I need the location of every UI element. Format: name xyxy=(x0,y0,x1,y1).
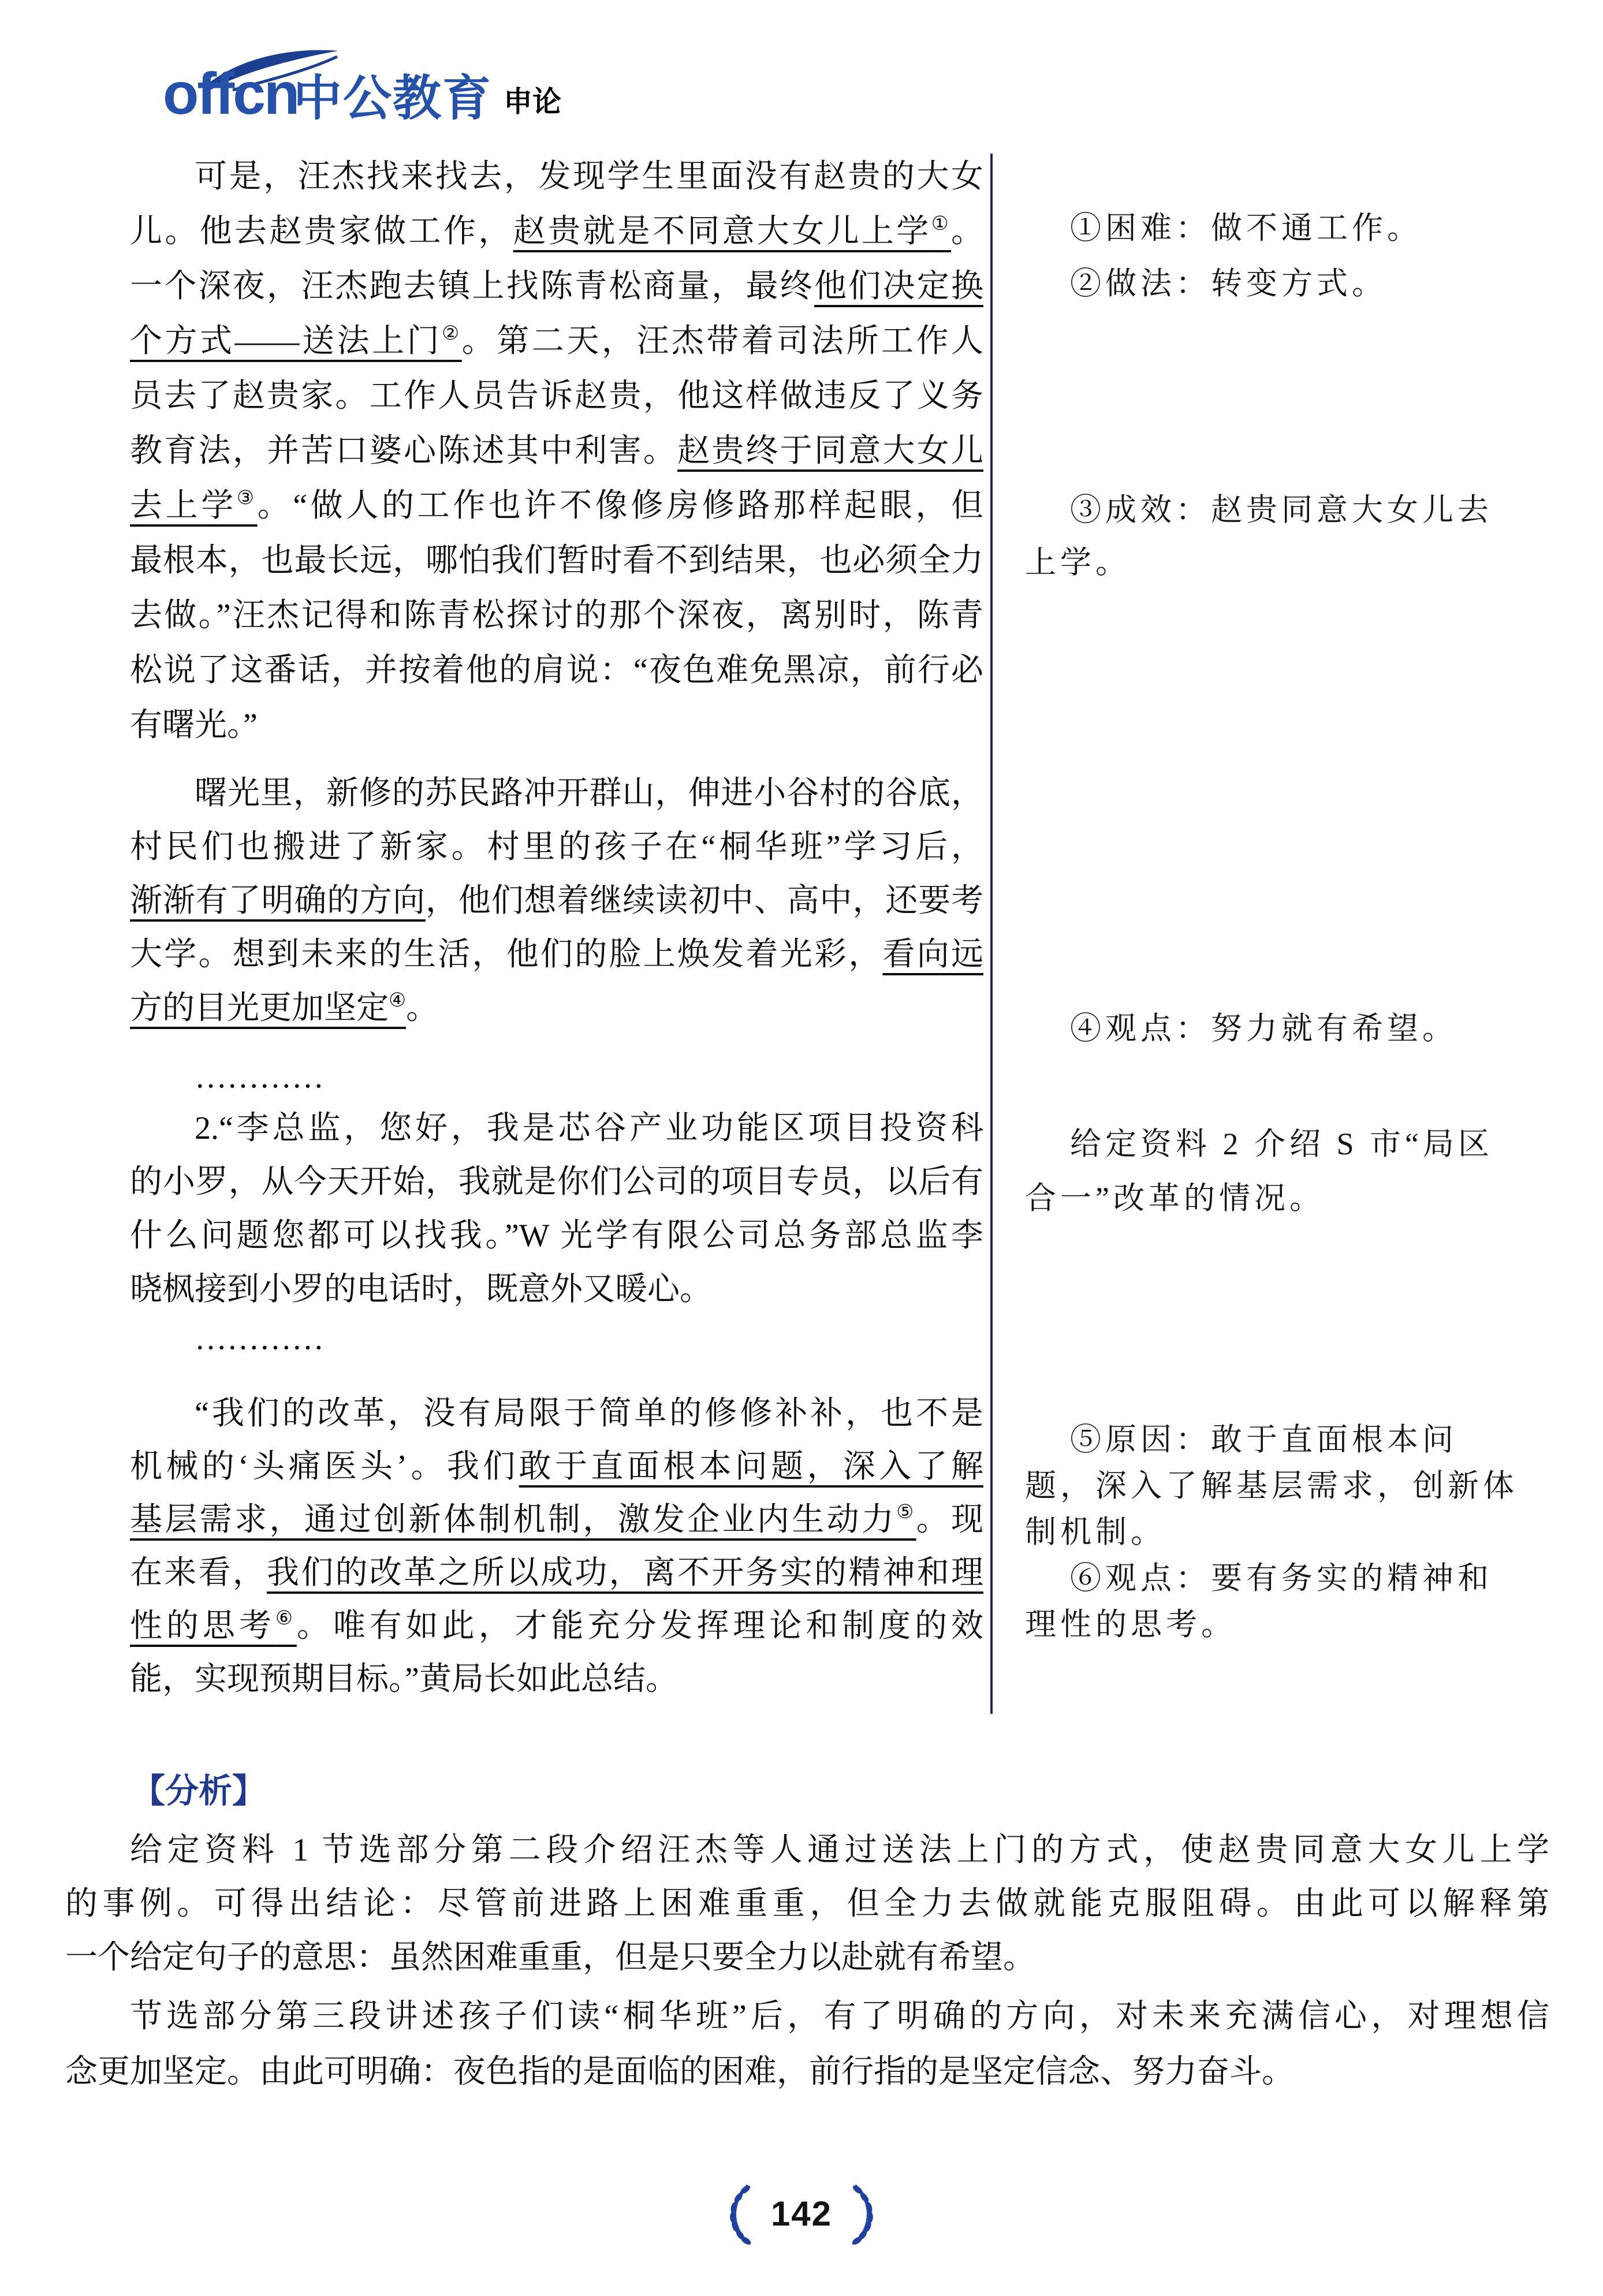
text-line: 松说了这番话，并按着他的肩说：“夜色难免黑凉，前行必 xyxy=(130,653,983,688)
margin-note-line: ④观点：努力就有希望。 xyxy=(1070,1011,1457,1046)
text-line: 村民们也搬进了新家。村里的孩子在“桐华班”学习后， xyxy=(130,829,983,865)
analysis-heading: 【分析】 xyxy=(132,1772,266,1810)
main-paragraph xyxy=(130,1387,983,1706)
main-paragraph xyxy=(130,767,983,1035)
text-line: 曙光里，新修的苏民路冲开群山，伸进小谷村的谷底， xyxy=(195,776,983,811)
text-line: “我们的改革，没有局限于简单的修修补补，也不是 xyxy=(195,1396,983,1432)
text-line: 机械的‘头痛医头’。我们敢于直面根本问题，深入了解 xyxy=(130,1449,984,1485)
text-line: 员去了赵贵家。工作人员告诉赵贵，他这样做违反了义务 xyxy=(130,378,983,414)
text-line: 一个给定句子的意思：虽然困难重重，但是只要全力以赴就有希望。 xyxy=(65,1940,1035,1976)
text-line: 儿。他去赵贵家做工作，赵贵就是不同意大女儿上学①。 xyxy=(130,213,984,249)
text-line: 有曙光。” xyxy=(130,707,258,743)
text-line: 晓枫接到小罗的电话时，既意外又暖心。 xyxy=(130,1272,712,1307)
margin-note-line: 合一”改革的情况。 xyxy=(1025,1181,1325,1216)
logo-offcn: offcn xyxy=(163,61,299,126)
text-line: 方的目光更加坚定④。 xyxy=(130,990,439,1026)
text-line: 能，实现预期目标。”黄局长如此总结。 xyxy=(130,1661,678,1697)
main-paragraph xyxy=(130,150,983,753)
margin-note-line: ③成效：赵贵同意大女儿去 xyxy=(1070,493,1493,527)
text-line: 渐渐有了明确的方向，他们想着继续读初中、高中，还要考 xyxy=(130,883,984,919)
text-line: 性的思考⑥。唯有如此，才能充分发挥理论和制度的效 xyxy=(130,1608,984,1644)
laurel-left-icon xyxy=(718,2182,756,2245)
margin-note-line: ⑥观点：要有务实的精神和 xyxy=(1070,1561,1493,1596)
margin-note xyxy=(1025,1417,1582,1555)
margin-note-line: ⑤原因：敢于直面根本问 xyxy=(1070,1422,1457,1457)
main-paragraph xyxy=(130,1313,983,1365)
margin-note xyxy=(1025,484,1582,589)
text-line: 去做。”汪杰记得和陈青松探讨的那个深夜，离别时，陈青 xyxy=(130,598,983,633)
text-line: 去上学③。“做人的工作也许不像修房修路那样起眼，但 xyxy=(130,487,984,524)
text-line: 2.“李总监，您好，我是芯谷产业功能区项目投资科 xyxy=(195,1110,983,1146)
logo-zhonggong: 中公教育 xyxy=(293,71,493,125)
page-footer xyxy=(686,2176,917,2251)
margin-note xyxy=(1025,256,1582,311)
text-line: 节选部分第三段讲述孩子们读“桐华班”后，有了明确的方向，对未来充满信心，对理想信 xyxy=(130,1999,1549,2034)
text-line: 基层需求，通过创新体制机制，激发企业内生动力⑤。现 xyxy=(130,1501,984,1538)
text-line: 的事例。可得出结论：尽管前进路上困难重重，但全力去做就能克服阻碍。由此可以解释第 xyxy=(65,1886,1549,1922)
text-line: 念更加坚定。由此可明确：夜色指的是面临的困难，前行指的是坚定信念、努力奋斗。 xyxy=(65,2054,1294,2090)
margin-note xyxy=(1025,1555,1582,1648)
margin-divider xyxy=(990,154,993,1714)
laurel-right-icon xyxy=(847,2182,885,2245)
text-line: 什么问题您都可以找我。”W 光学有限公司总务部总监李 xyxy=(130,1218,983,1254)
text-line: 给定资料 1 节选部分第二段介绍汪杰等人通过送法上门的方式，使赵贵同意大女儿上学 xyxy=(130,1832,1549,1868)
text-line: 一个深夜，汪杰跑去镇上找陈青松商量，最终他们决定换 xyxy=(130,269,983,304)
analysis-paragraph xyxy=(65,1824,1549,1985)
margin-note-line: 理性的思考。 xyxy=(1025,1607,1236,1642)
margin-note xyxy=(1025,201,1582,256)
subject-label: 申论 xyxy=(504,85,561,118)
text-line: 大学。想到未来的生活，他们的脸上焕发着光彩，看向远 xyxy=(130,937,983,972)
margin-note xyxy=(1025,1002,1582,1054)
analysis-paragraph xyxy=(65,1989,1549,2100)
main-paragraph xyxy=(130,1102,983,1317)
margin-note-line: 给定资料 2 介绍 S 市“局区 xyxy=(1070,1127,1493,1161)
text-line: 个方式——送法上门②。第二天，汪杰带着司法所工作人 xyxy=(130,323,984,359)
text-line: 教育法，并苦口婆心陈述其中利害。赵贵终于同意大女儿 xyxy=(130,433,983,469)
margin-note-line: ②做法：转变方式。 xyxy=(1070,266,1387,301)
margin-note-line: 上学。 xyxy=(1025,545,1131,580)
main-paragraph xyxy=(130,1051,983,1103)
text-line: 在来看，我们的改革之所以成功，离不开务实的精神和理 xyxy=(130,1555,983,1591)
page-number: 142 xyxy=(770,2194,833,2233)
margin-note-line: 制机制。 xyxy=(1025,1515,1166,1549)
margin-note xyxy=(1025,1117,1582,1225)
margin-note-line: 题，深入了解基层需求，创新体 xyxy=(1025,1468,1518,1503)
margin-note-line: ①困难：做不通工作。 xyxy=(1070,211,1422,245)
text-line: ………… xyxy=(195,1321,324,1356)
text-line: 的小罗，从今天开始，我就是你们公司的项目专员，以后有 xyxy=(130,1164,983,1200)
text-line: 可是，汪杰找来找去，发现学生里面没有赵贵的大女 xyxy=(195,159,983,195)
text-line: ………… xyxy=(195,1059,324,1095)
text-line: 最根本，也最长远，哪怕我们暂时看不到结果，也必须全力 xyxy=(130,543,983,579)
